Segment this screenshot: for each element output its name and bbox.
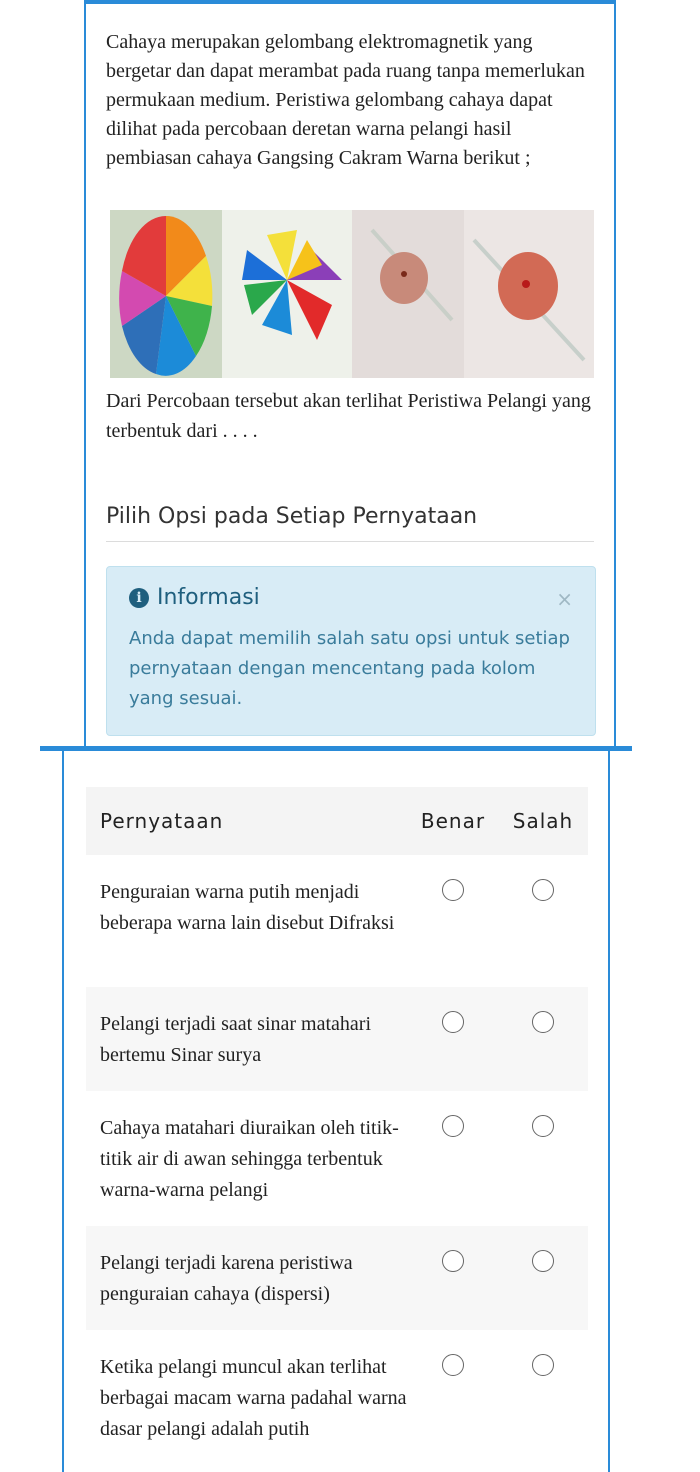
false-option-cell [498,987,588,1091]
column-header-statement: Pernyataan [86,787,408,855]
true-option-cell [408,1226,498,1330]
true-option-cell [408,987,498,1091]
radio-false-3[interactable] [532,1115,554,1137]
radio-true-2[interactable] [442,1011,464,1033]
true-option-cell [408,1091,498,1226]
radio-true-5[interactable] [442,1354,464,1376]
spinning-disk-image-1 [352,210,464,378]
radio-false-2[interactable] [532,1011,554,1033]
statement-text: Pelangi terjadi karena peristiwa penguraian cahaya (dispersi) [86,1226,408,1330]
info-header [129,585,573,610]
false-option-cell [498,1091,588,1226]
radio-true-3[interactable] [442,1115,464,1137]
close-icon[interactable]: × [556,587,573,611]
section-title: Pilih Opsi pada Setiap Pernyataan [106,504,594,542]
table-row [86,1330,588,1472]
statement-text: Pelangi terjadi saat sinar matahari bertemu Sinar surya [86,987,408,1091]
statement-card [62,751,610,1472]
radio-false-5[interactable] [532,1354,554,1376]
radio-true-4[interactable] [442,1250,464,1272]
question-card [84,0,616,748]
radio-false-1[interactable] [532,879,554,901]
false-option-cell [498,1226,588,1330]
statement-table [86,787,588,1472]
statement-text: Penguraian warna putih menjadi beberapa warna lain disebut Difraksi [100,881,395,934]
column-header-false: Salah [498,787,588,855]
table-row [86,1226,588,1330]
true-option-cell [408,1330,498,1472]
false-option-cell [498,1330,588,1472]
table-row [86,855,588,987]
info-circle-icon: i [129,588,149,608]
info-body: Anda dapat memilih salah satu opsi untuk setiap pernyataan dengan mencentang pada kolom yang sesuai. [129,628,570,709]
statement-text: Cahaya matahari diuraikan oleh titik-titik air di awan sehingga terbentuk warna-warna pelangi [100,1117,399,1201]
question-paragraph-1: Cahaya merupakan gelombang elektromagnetik yang bergetar dan dapat merambat pada ruang tanpa memerlukan permukaan medium. Peristiwa gelombang cahaya dapat dilihat pada percobaan deretan warna pelangi hasil pembiasan cahaya Gangsing Cakram Warna berikut ; [106,31,585,169]
question-paragraph-2: Dari Percobaan tersebut akan terlihat Peristiwa Pelangi yang terbentuk dari . . . . [106,390,591,442]
statement-text: Ketika pelangi muncul akan terlihat berbagai macam warna padahal warna dasar pelangi adalah putih [100,1356,407,1440]
false-option-cell [498,855,588,987]
info-alert [106,566,596,736]
radio-true-1[interactable] [442,879,464,901]
table-header-row [86,787,588,855]
spinning-disk-image-2 [464,210,594,378]
color-wheel-figure [110,210,594,378]
column-header-true: Benar [408,787,498,855]
table-row [86,1091,588,1226]
pinwheel-image [222,210,352,378]
true-option-cell [408,855,498,987]
info-title: Informasi [157,585,260,610]
table-row [86,987,588,1091]
radio-false-4[interactable] [532,1250,554,1272]
color-wheel-image [110,210,222,378]
